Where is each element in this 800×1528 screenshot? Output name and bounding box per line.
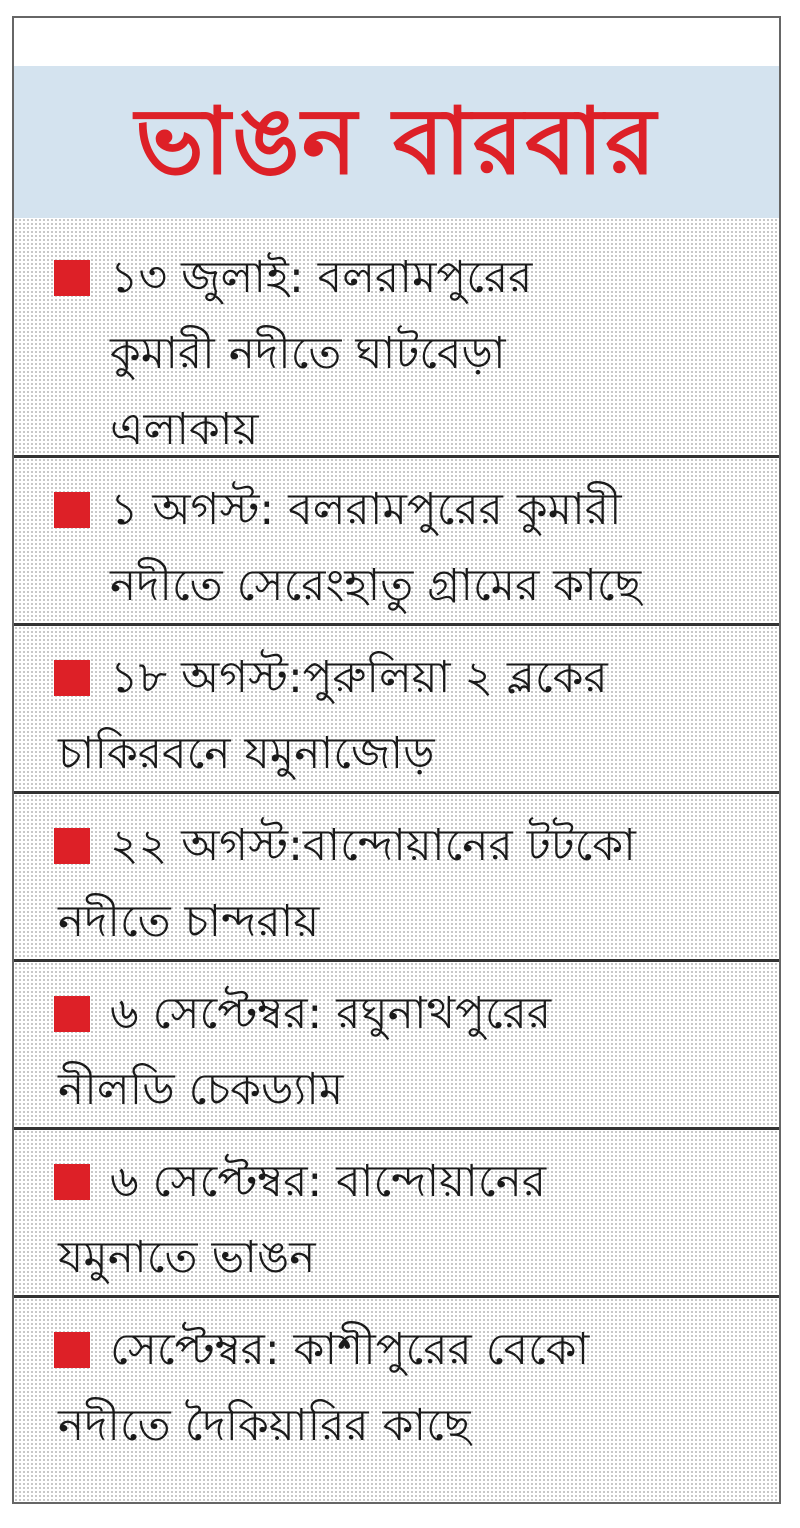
item-text: ২২ অগস্ট:বান্দোয়ানের টটকো নদীতে চান্দরায়: [58, 820, 636, 947]
item-text: ১৮ অগস্ট:পুরুলিয়া ২ ব্লকের চাকিরবনে যমুনাজোড়: [58, 652, 608, 779]
list-item: [14, 626, 779, 794]
news-box: [12, 16, 781, 1504]
item-text: সেপ্টেম্বর: কাশীপুরের বেকো নদীতে দৈকিয়ারির কাছে: [58, 1324, 590, 1451]
event-list: [14, 218, 779, 1466]
item-text: ১ অগস্ট: বলরামপুরের কুমারী নদীতে সেরেংহাতু গ্রামের কাছে: [110, 484, 642, 611]
bullet-square-icon: [54, 660, 90, 696]
page-title: ভাঙন বারবার: [135, 88, 658, 195]
list-item: [14, 794, 779, 962]
top-strip: [14, 18, 779, 66]
bullet-square-icon: [54, 260, 90, 296]
item-text: ৬ সেপ্টেম্বর: বান্দোয়ানের যমুনাতে ভাঙন: [58, 1156, 547, 1283]
header: [14, 66, 779, 218]
bullet-square-icon: [54, 828, 90, 864]
list-item: [14, 1298, 779, 1466]
list-item: [14, 962, 779, 1130]
list-item: [14, 458, 779, 626]
item-text: ৬ সেপ্টেম্বর: রঘুনাথপুরের নীলডি চেকড্যাম: [58, 988, 552, 1115]
list-item: [14, 1130, 779, 1298]
bullet-square-icon: [54, 492, 90, 528]
bullet-square-icon: [54, 1332, 90, 1368]
bullet-square-icon: [54, 1164, 90, 1200]
item-text: ১৩ জুলাই: বলরামপুরের কুমারী নদীতে ঘাটবেড়া এলাকায়: [110, 252, 533, 455]
list-item: [14, 218, 779, 458]
bullet-square-icon: [54, 996, 90, 1032]
